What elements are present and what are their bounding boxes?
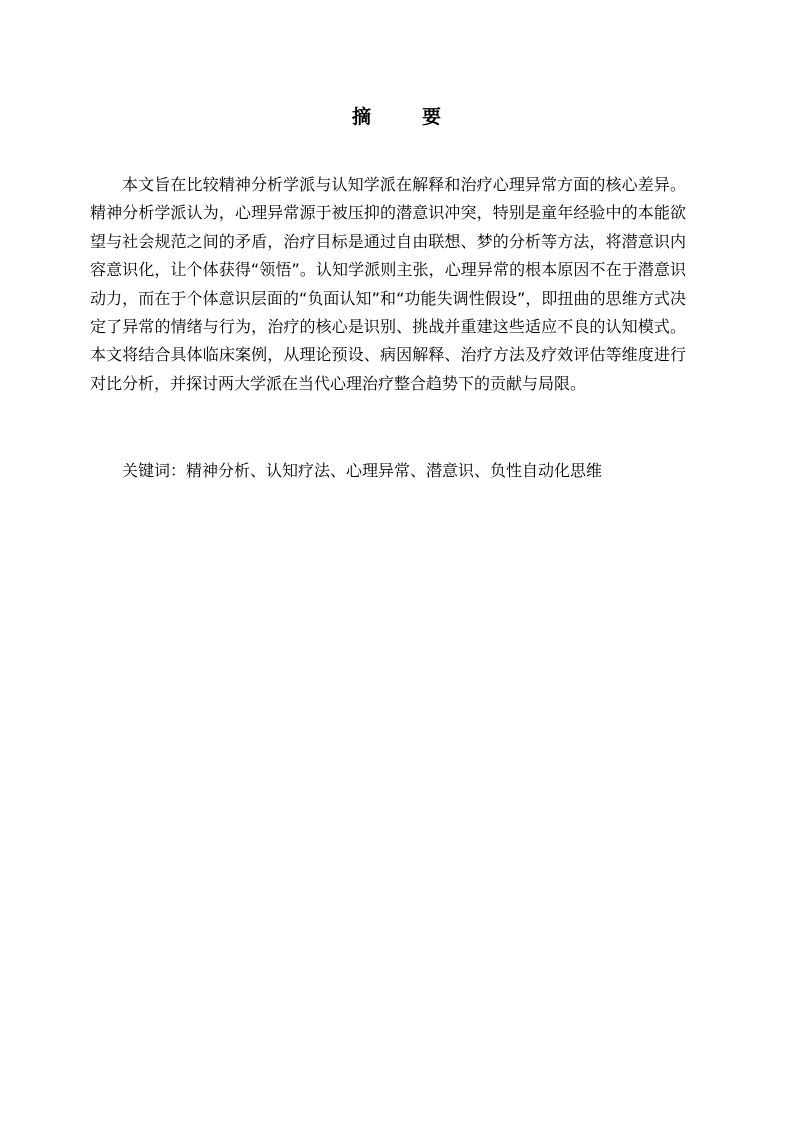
abstract-title: 摘 要: [351, 106, 457, 128]
keywords-label: 关键词：: [122, 461, 187, 480]
keywords-text: 精神分析、认知疗法、心理异常、潜意识、负性自动化思维: [186, 461, 603, 480]
keywords-line: [122, 457, 682, 485]
abstract-body: 本文旨在比较精神分析学派与认知学派在解释和治疗心理异常方面的核心差异。精神分析学派认为，心理异常源于被压抑的潜意识冲突，特别是童年经验中的本能欲望与社会规范之间的矛盾，治疗目标是通过自由联想、梦的分析等方法，将潜意识内容意识化，让个体获得“领悟”。认知学派则主张，心理异常的根本原因不在于潜意识动力，而在于个体意识层面的“负面认知”和“功能失调性假设”，即扭曲的思维方式决定了异常的情绪与行为，治疗的核心是识别、挑战并重建这些适应不良的认知模式。本文将结合具体临床案例，从理论预设、病因解释、治疗方法及疗效评估等维度进行对比分析，并探讨两大学派在当代心理治疗整合趋势下的贡献与局限。: [90, 175, 686, 393]
